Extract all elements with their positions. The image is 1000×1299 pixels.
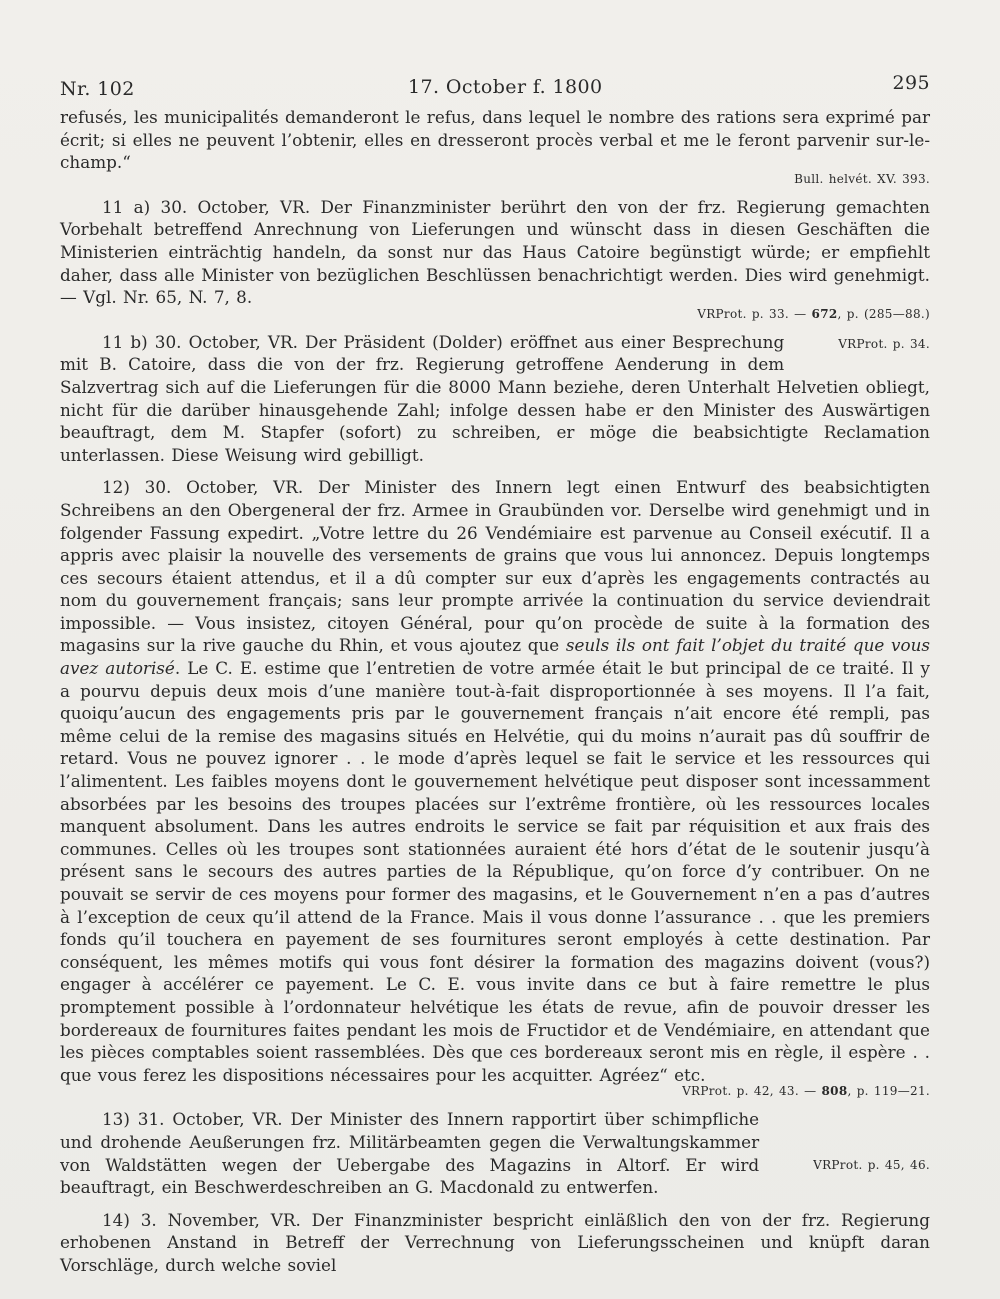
source-reference: VRProt. p. 34. xyxy=(838,336,930,351)
source-reference: Bull. helvét. XV. 393. xyxy=(794,171,930,186)
running-title: 17. October f. 1800 xyxy=(408,76,603,98)
document-number: Nr. 102 xyxy=(60,78,135,100)
paragraph-text-continued: . Le C. E. estime que l’entretien de votre armée était le but principal de ce traité. Il y a pourvu depuis deux mois d’une manière tout-à-fait disproportionnée à ses moyens. Il l’a fait, quoiqu’aucun des engagements pris par le gouvernement français n’ait encore été rempli, pas même celui de la remise des magasins situés en Helvétie, qui du moins n’aurait pas dû souffrir de retard. Vous ne pouvez ignorer . . le mode d’après lequel se fait le service et les ressources qui l’alimentent. Les faibles moyens dont le gouvernement helvétique peut disposer sont incessamment absorbées par les besoins des troupes placées sur l’extrême frontière, où les ressources locales manquent absolument. Dans les autres endroits le service se fait par réquisition et aux frais des communes. Celles où les troupes sont stationnées auraient été hors d’état de le soutenir jusqu’à présent sans le secours des autres parties de la République, qu’on force d’y contribuer. On ne pouvait se servir de ces moyens pour former des magasins, et le Gouvernement n’en a pas d’autres à l’exception de ceux qu’il attend de la France. Mais il vous donne l’assurance . . que les premiers fonds qu’il touchera en payement de ses fournitures seront employés à cette destination. Par conséquent, les mêmes motifs qui vous font désirer la formation des magazins doivent (vous?) engager à accélérer ce payement. Le C. E. vous invite dans ce but à faire remettre le plus promptement possible à l’ordonnateur helvétique les états de revue, afin de pouvoir dresser les bordereaux de fournitures faites pendant les mois de Fructidor et de Vendémiaire, en attendant que les pièces comptables soient rassemblées. Dès que ces bordereaux seront mis en règle, il espère . . que vous ferez les dispositions nécessaires pour les acquitter. Agréez“ etc. xyxy=(60,658,930,1085)
source-suffix: , p. (285—88.) xyxy=(837,306,930,321)
source-reference: VRProt. p. 45, 46. xyxy=(813,1158,930,1173)
page-number: 295 xyxy=(892,72,930,94)
page-body xyxy=(60,106,930,1277)
italic-quote: seuls ils ont fait l’objet du traité que vous avez autorisé xyxy=(60,635,931,679)
page-header xyxy=(60,66,930,106)
source-bold-number: 808 xyxy=(821,1084,848,1099)
continuation-paragraph xyxy=(60,106,930,174)
source-prefix: VRProt. p. 33. — xyxy=(697,306,812,321)
paragraph-text: 11 a) 30. October, VR. Der Finanzminister berührt den von der frz. Regierung gemachten Vorbehalt betreffend Anrechnung von Lieferungen und wünscht dass in diesen Geschäften die Ministerien einträchtig handeln, da sonst nur das Haus Catoire begünstigt würde; er empfiehlt daher, dass alle Minister von bezüglichen Beschlüssen benachrichtigt werden. Dies wird genehmigt. — Vgl. Nr. 65, N. 7, 8. xyxy=(60,196,930,308)
source-reference xyxy=(60,1084,930,1098)
source-prefix: VRProt. p. 42, 43. — xyxy=(682,1084,822,1099)
source-bold-number: 672 xyxy=(811,306,838,321)
paragraph-text: refusés, les municipalités demanderont le refus, dans lequel le nombre des rations sera exprimé par écrit; si elles ne peuvent l’obtenir, elles en dresseront procès verbal et me le feront parvenir sur-le-champ.“ xyxy=(60,107,930,173)
entry-11b xyxy=(60,331,930,467)
entry-13 xyxy=(60,1108,930,1198)
source-reference xyxy=(60,307,930,321)
paragraph-text: 14) 3. November, VR. Der Finanzminister bespricht einläßlich den von der frz. Regierung erhobenen Anstand in Betreff der Verrechnung von Lieferungsscheinen und knüpft daran Vorschläge, durch welche soviel xyxy=(60,1209,930,1275)
source-suffix: , p. 119—21. xyxy=(847,1084,930,1099)
paragraph-text: 12) 30. October, VR. Der Minister des Innern legt einen Entwurf des beabsichtigten Schreibens an den Obergeneral der frz. Armee in Graubünden vor. Derselbe wird genehmigt und in folgender Fassung expedirt. „Votre lettre du 26 Vendémiaire est parvenue au Conseil exécutif. Il a appris avec plaisir la nouvelle des versements de grains que vous lui annoncez. Depuis longtemps ces secours étaient attendus, et il a dû compter sur eux d’après les engagements contractés au nom du gouvernement français; sans leur prompte arrivée la continuation du service deviendrait impossible. — Vous insistez, citoyen Général, pour qu’on procède de suite à la formation des magasins sur la rive gauche du Rhin, et vous ajoutez que xyxy=(60,477,930,656)
entry-14 xyxy=(60,1209,930,1277)
entry-11a xyxy=(60,196,930,309)
paragraph-text: 13) 31. October, VR. Der Minister des Innern rapportirt über schimpfliche und drohende Aeußerungen frz. Militärbeamten gegen die Verwaltungskammer von Waldstätten wegen der Uebergabe des Magazins in Altorf. Er wird beauftragt, ein Beschwerdeschreiben an G. Macdonald zu entwerfen. xyxy=(60,1109,760,1198)
entry-12 xyxy=(60,476,930,1086)
paragraph-text: 11 b) 30. October, VR. Der Präsident (Dolder) eröffnet aus einer Besprechung mit B. Catoire, dass die von der frz. Regierung getroffene Aenderung in dem Salzvertrag sich auf die Lieferungen für die 8000 Mann beziehe, deren Unterhalt Helvetien obliegt, nicht für die darüber hinausgehende Zahl; infolge dessen habe er den Minister des Auswärtigen beauftragt, dem M. Stapfer (sofort) zu schreiben, er möge die beabsichtigte Reclamation unterlassen. Diese Weisung wird gebilligt. xyxy=(60,331,930,465)
